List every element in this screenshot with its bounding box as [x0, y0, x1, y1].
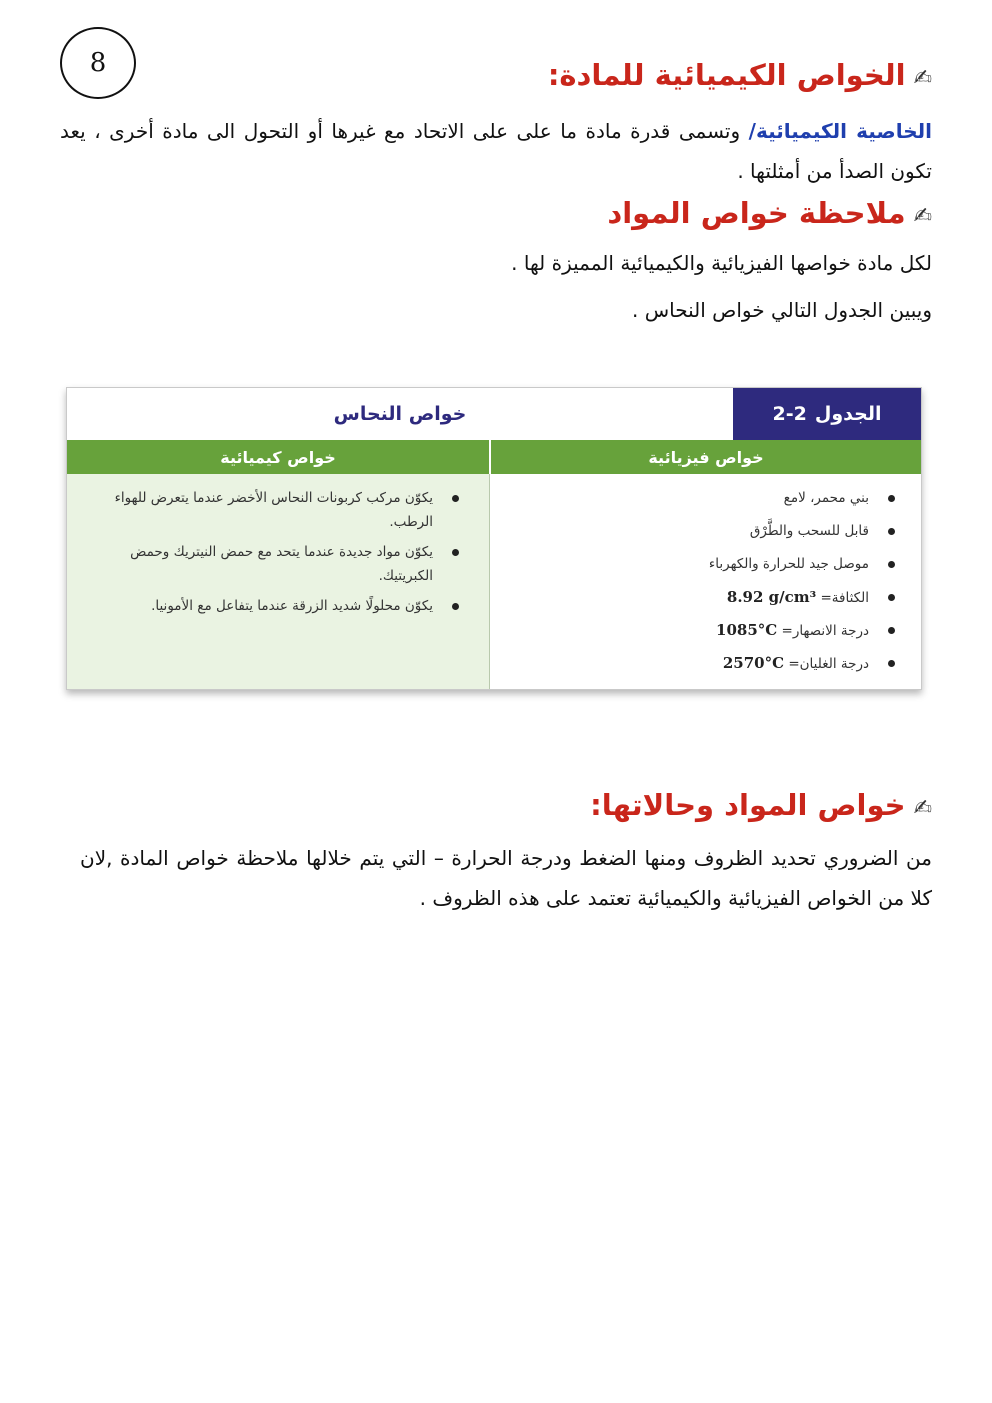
- property-text: درجة الانصهار=: [777, 623, 869, 639]
- table-title: خواص النحاس: [333, 403, 467, 425]
- section-heading-observing-properties: [607, 196, 932, 230]
- list-item: [491, 486, 899, 519]
- density-value: 8.92 g/cm³: [726, 588, 817, 606]
- definition-term: الخاصية الكيميائية/: [748, 119, 932, 143]
- list-item: يكوّن مواد جديدة عندما يتحد مع حمض النيتريك وحمض الكبريتيك.: [79, 540, 463, 588]
- heading-text: الخواص الكيميائية للمادة:: [547, 58, 906, 92]
- writing-hand-icon: ✍: [913, 66, 932, 91]
- property-text: بني محمر، لامع: [783, 490, 869, 506]
- properties-conditions-paragraph: من الضروري تحديد الظروف ومنها الضغط ودرجة الحرارة – التي يتم خلالها ملاحظة خواص المادة ,لان كلا من الخواص الفيزيائية والكيميائية تعتمد على هذه الظروف .: [80, 846, 932, 910]
- physical-properties-header: خواص فيزيائية: [491, 440, 921, 474]
- table-header: [67, 388, 921, 440]
- table-label: [733, 388, 921, 440]
- definition-text: وتسمى قدرة مادة ما على على الاتحاد مع غيرها أو التحول الى مادة أخرى ، يعد تكون الصدأ من أمثلتها .: [60, 119, 932, 183]
- property-text: قابل للسحب والطَّرْق: [749, 523, 869, 539]
- writing-hand-icon: ✍: [913, 796, 932, 821]
- list-item: [491, 618, 899, 651]
- section-heading-properties-and-states: [590, 788, 932, 822]
- list-item: [491, 552, 899, 585]
- heading-text: ملاحظة خواص المواد: [607, 196, 906, 230]
- paragraph-line: ويبين الجدول التالي خواص النحاس .: [632, 298, 932, 322]
- list-item: يكوّن محلولًا شديد الزرقة عندما يتفاعل مع الأمونيا.: [79, 594, 463, 618]
- chemical-properties-column: [67, 474, 490, 689]
- page-number: 8: [60, 27, 136, 99]
- boiling-point-value: 2570°C: [722, 654, 785, 672]
- table-label-word: الجدول: [814, 403, 882, 425]
- property-text: درجة الغليان=: [784, 656, 869, 672]
- writing-hand-icon: ✍: [913, 204, 932, 229]
- property-text: الكثافة=: [816, 590, 869, 606]
- paragraph-line: لكل مادة خواصها الفيزيائية والكيميائية المميزة لها .: [511, 251, 932, 275]
- table-number: 2-2: [772, 403, 807, 425]
- melting-point-value: 1085°C: [716, 621, 778, 639]
- chemical-property-definition: [60, 111, 932, 191]
- list-item: يكوّن مركب كربونات النحاس الأخضر عندما يتعرض للهواء الرطب.: [79, 486, 463, 534]
- list-item: [491, 585, 899, 618]
- property-text: موصل جيد للحرارة والكهرباء: [708, 556, 869, 572]
- heading-text: خواص المواد وحالاتها:: [590, 788, 906, 822]
- chemical-properties-header: خواص كيميائية: [67, 440, 489, 474]
- physical-properties-column: [491, 474, 921, 689]
- list-item: [491, 651, 899, 684]
- list-item: [491, 519, 899, 552]
- section-heading-chemical-properties: [548, 58, 932, 92]
- copper-properties-table: [66, 387, 922, 690]
